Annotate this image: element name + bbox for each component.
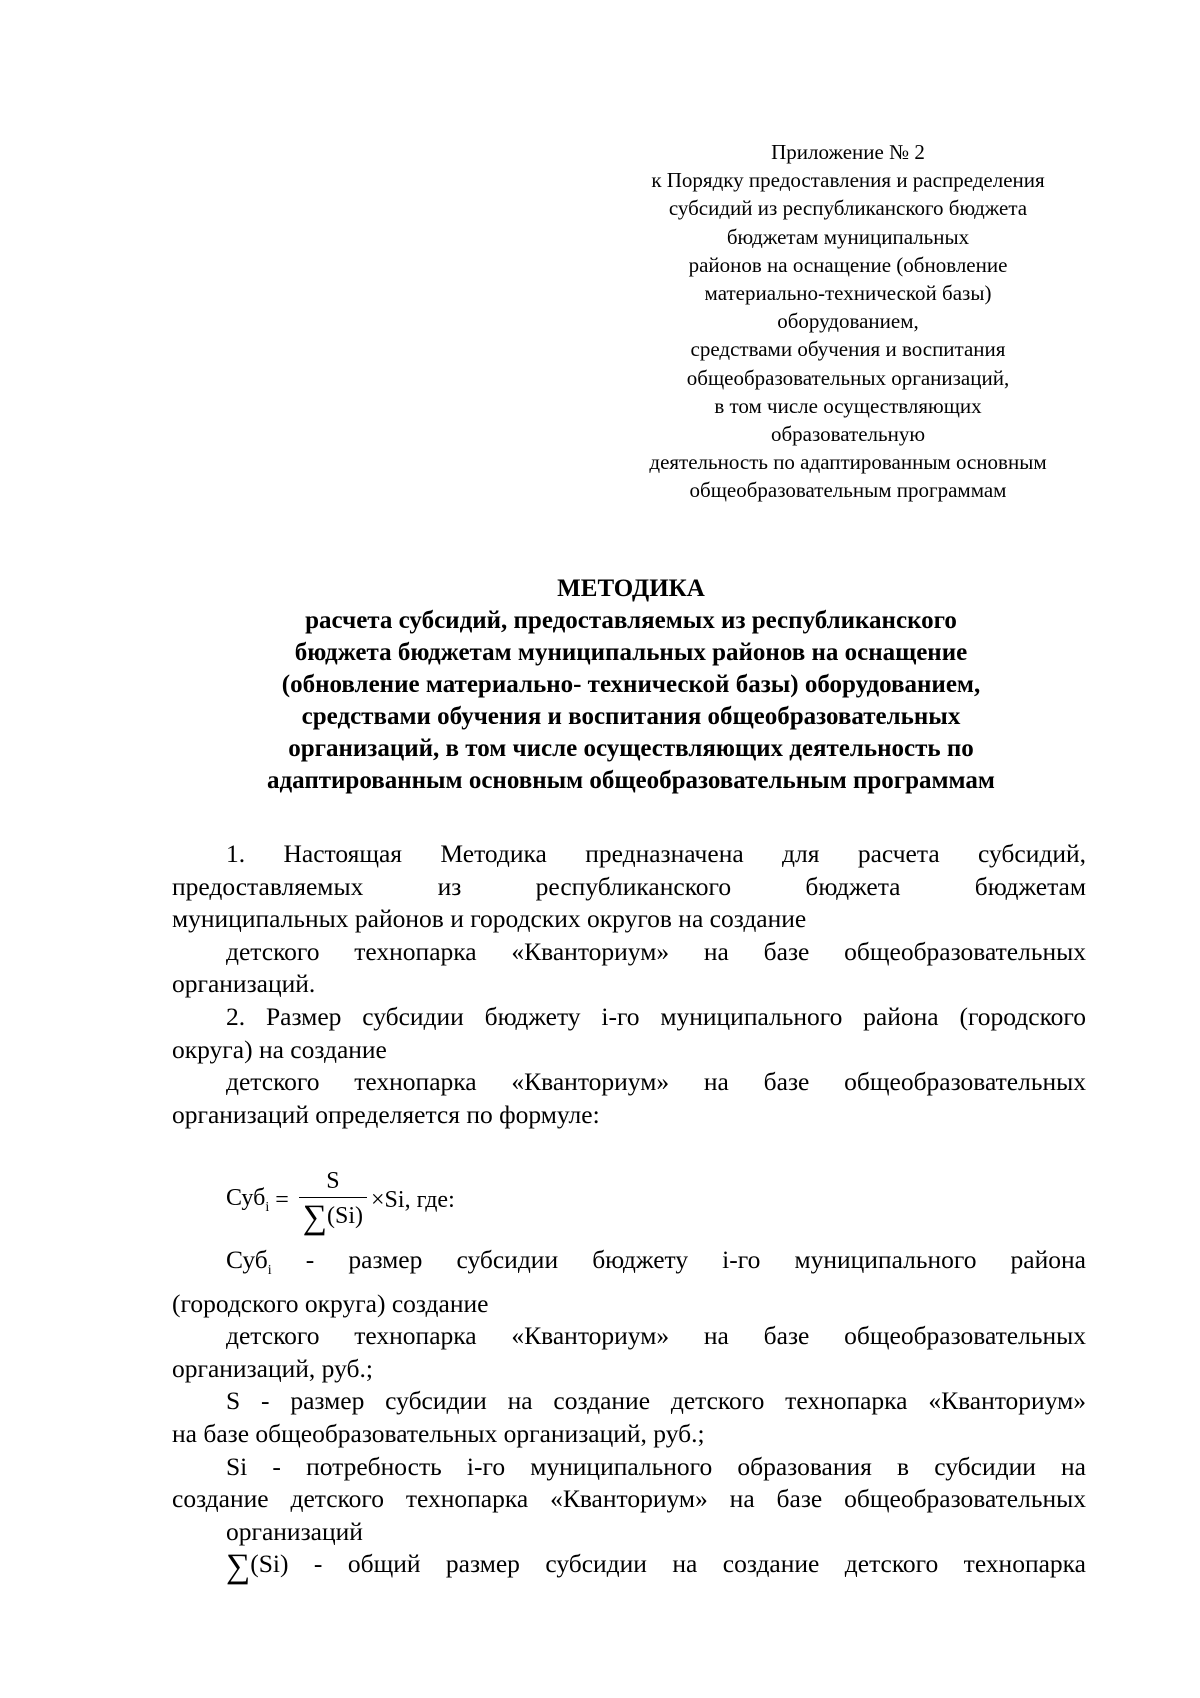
- appendix-line: в том числе осуществляющих: [714, 393, 982, 418]
- appendix-line: субсидий из республиканского бюджета: [668, 196, 1028, 221]
- formula-rhs: Si, где:: [384, 1186, 455, 1213]
- appendix-line: материально-технической базы): [704, 281, 992, 306]
- definitions-body: [172, 1244, 1086, 1584]
- formula-lhs: Суб$_i$: [226, 1184, 270, 1215]
- title-line: (обновление материально- технической базы) оборудованием,: [281, 671, 981, 698]
- paragraph-1-continued: детского технопарка «Кванториум» на базе общеобразовательных: [226, 936, 1086, 966]
- section-body: [172, 838, 1086, 1131]
- definition-sum-arg: (Si): [250, 1549, 289, 1579]
- appendix-line: общеобразовательных организаций,: [686, 365, 1010, 390]
- definition-sum: [172, 1548, 1086, 1584]
- appendix-header: [598, 138, 1098, 505]
- paragraph-2: 2. Размер субсидии бюджету i-го муниципального района (городского: [226, 1001, 1086, 1031]
- formula-times: ×: [371, 1186, 385, 1213]
- sigma-symbol: ∑: [226, 1548, 251, 1586]
- definition-si-end: организаций: [226, 1516, 363, 1546]
- appendix-line: средствами обучения и воспитания: [690, 337, 1006, 362]
- sigma-symbol: ∑: [302, 1198, 327, 1236]
- formula-den-arg: (Si): [327, 1202, 363, 1229]
- appendix-line: общеобразовательным программам: [689, 478, 1007, 503]
- paragraph-1: 1. Настоящая Методика предназначена для расчета субсидий, предоставляемых из республиканского бюджета бюджетам: [172, 839, 1086, 901]
- definition-si-middle: создание детского технопарка «Кванториум» на базе общеобразовательных: [172, 1484, 1086, 1514]
- paragraph-1-end: муниципальных районов и городских округов на создание: [172, 904, 807, 934]
- title-line: адаптированным основным общеобразовательным программам: [267, 767, 995, 794]
- title-line: расчета субсидий, предоставляемых из республиканского: [305, 607, 957, 634]
- appendix-line: бюджетам муниципальных: [726, 224, 970, 249]
- definition-s: S - размер субсидии на создание детского технопарка «Кванториум»: [226, 1386, 1086, 1416]
- paragraph-1-continued-end: организаций.: [172, 969, 316, 999]
- title-heading: МЕТОДИКА: [557, 575, 705, 602]
- definition-sub-continued-end: организаций, руб.;: [172, 1353, 373, 1383]
- definition-si: Si - потребность i-го муниципального образования в субсидии на: [226, 1451, 1086, 1481]
- definition-sub-continued: детского технопарка «Кванториум» на базе общеобразовательных: [226, 1321, 1086, 1351]
- definition-s-end: на базе общеобразовательных организаций, руб.;: [172, 1418, 705, 1448]
- formula-numerator: S: [326, 1167, 340, 1194]
- paragraph-2-continued-end: организаций определяется по формуле:: [172, 1099, 600, 1129]
- definition-sum-text: - общий размер субсидии на создание детского технопарка: [288, 1549, 1086, 1579]
- appendix-line: к Порядку предоставления и распределения: [651, 168, 1045, 193]
- definition-sub: [172, 1244, 1086, 1288]
- formula-fraction: [299, 1167, 367, 1234]
- appendix-line: деятельность по адаптированным основным: [649, 450, 1047, 475]
- paragraph-2-end: округа) на создание: [172, 1034, 387, 1064]
- definition-sub-subscript: i: [267, 1263, 272, 1278]
- title-line: средствами обучения и воспитания общеобразовательных: [301, 703, 961, 730]
- title-line: организаций, в том числе осуществляющих деятельность по: [288, 735, 974, 762]
- appendix-line: районов на оснащение (обновление: [688, 252, 1008, 277]
- formula-denominator: [299, 1197, 367, 1234]
- appendix-line: Приложение № 2: [771, 140, 925, 164]
- appendix-line: образовательную: [770, 422, 926, 447]
- definition-sub-term: Суб: [226, 1245, 268, 1274]
- formula-lhs-subscript: i: [265, 1199, 270, 1215]
- subsidy-formula: [226, 1160, 455, 1240]
- title-line: бюджета бюджетам муниципальных районов на оснащение: [294, 639, 968, 666]
- appendix-line: оборудованием,: [777, 309, 919, 334]
- paragraph-2-continued: детского технопарка «Кванториум» на базе общеобразовательных: [226, 1067, 1086, 1097]
- definition-sub-end: (городского округа) создание: [172, 1288, 489, 1318]
- formula-equals: =: [275, 1186, 289, 1213]
- definition-sub-text: - размер субсидии бюджету i-го муниципального района: [271, 1245, 1086, 1274]
- document-title: [196, 573, 1066, 797]
